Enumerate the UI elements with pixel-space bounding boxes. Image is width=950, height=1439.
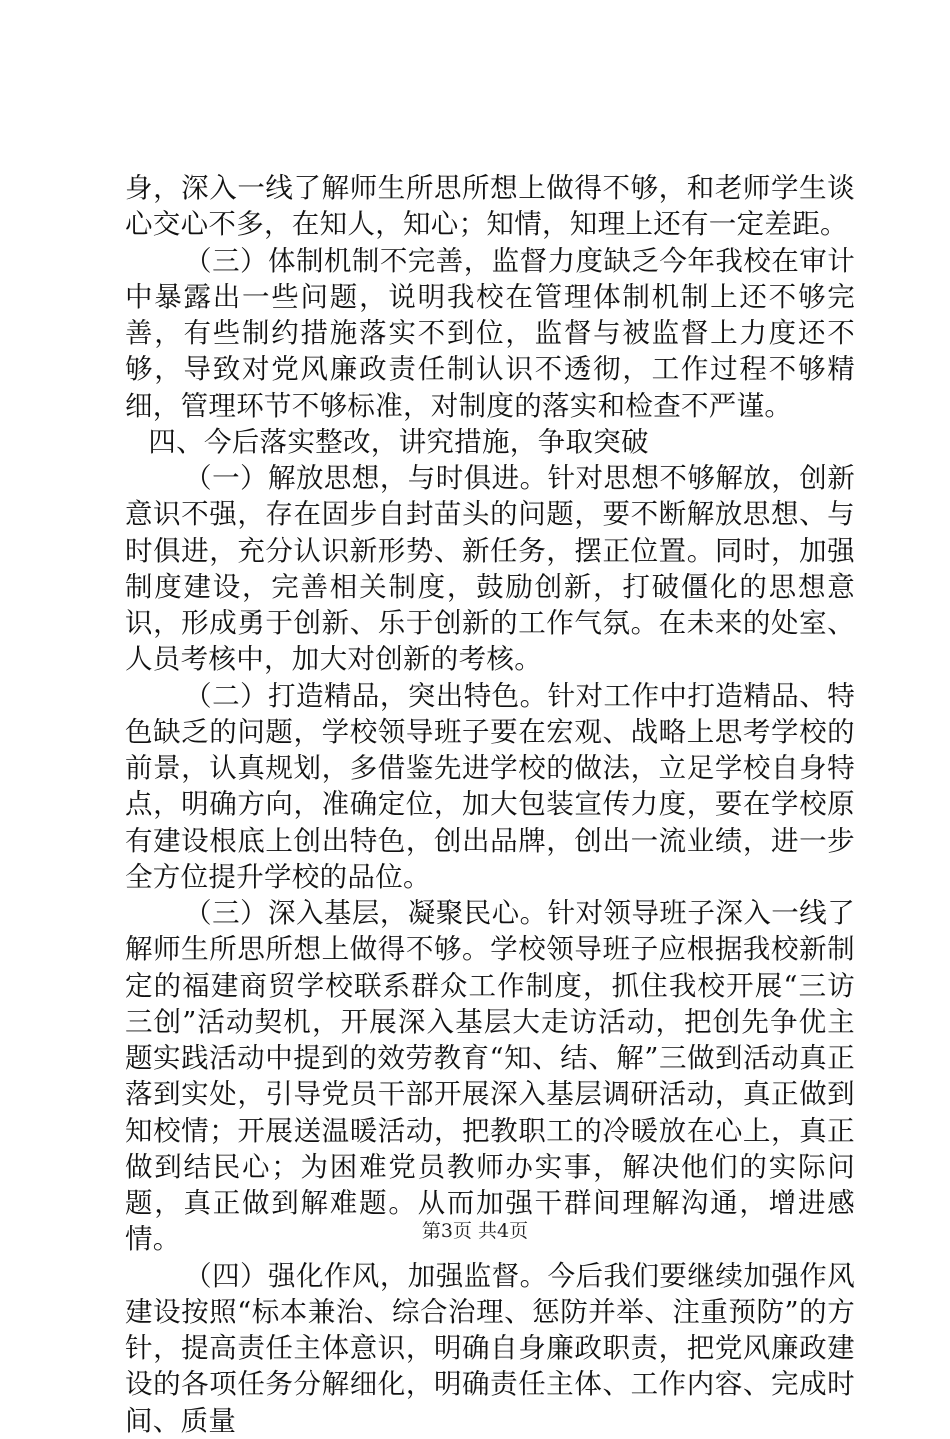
paragraph-section-4-4: （四）强化作风，加强监督。今后我们要继续加强作风建设按照“标本兼治、综合治理、惩防并举、注重预防”的方针，提高责任主体意识，明确自身廉政职责，把党风廉政建设的各项任务分解细化，明确责任主体、工作内容、完成时间、质量 <box>125 1259 855 1437</box>
paragraph-section-4-1: （一）解放思想，与时俱进。针对思想不够解放，创新意识不强，存在固步自封苗头的问题，要不断解放思想、与时俱进，充分认识新形势、新任务，摆正位置。同时，加强制度建设，完善相关制度，鼓励创新，打破僵化的思想意识，形成勇于创新、乐于创新的工作气氛。在未来的处室、人员考核中，加大对创新的考核。 <box>125 462 855 676</box>
document-body <box>125 170 855 1439</box>
paragraph-continuation: 身，深入一线了解师生所思所想上做得不够，和老师学生谈心交心不多，在知人，知心；知情，知理上还有一定差距。 <box>125 172 855 241</box>
paragraph-section-4-3: （三）深入基层，凝聚民心。针对领导班子深入一线了解师生所思所想上做得不够。学校领导班子应根据我校新制定的福建商贸学校联系群众工作制度，抓住我校开展“三访三创”活动契机，开展深入基层大走访活动，把创先争优主题实践活动中提到的效劳教育“知、结、解”三做到活动真正落到实处，引导党员干部开展深入基层调研活动，真正做到知校情；开展送温暖活动，把教职工的冷暖放在心上，真正做到结民心；为困难党员教师办实事，解决他们的实际问题，真正做到解难题。从而加强干群间理解沟通，增进感情。 <box>125 897 855 1256</box>
paragraph-section-3-3: （三）体制机制不完善，监督力度缺乏今年我校在审计中暴露出一些问题，说明我校在管理体制机制上还不够完善，有些制约措施落实不到位，监督与被监督上力度还不够，导致对党风廉政责任制认识不透彻，工作过程不够精细，管理环节不够标准，对制度的落实和检查不严谨。 <box>125 244 855 422</box>
heading-section-4: 四、今后落实整改，讲究措施，争取突破 <box>148 425 649 458</box>
page-number-footer: 第3页 共4页 <box>421 1220 529 1242</box>
paragraph-section-4-2: （二）打造精品，突出特色。针对工作中打造精品、特色缺乏的问题，学校领导班子要在宏观、战略上思考学校的前景，认真规划，多借鉴先进学校的做法，立足学校自身特点，明确方向，准确定位，加大包装宣传力度，要在学校原有建设根底上创出特色，创出品牌，创出一流业绩，进一步全方位提升学校的品位。 <box>125 679 855 893</box>
